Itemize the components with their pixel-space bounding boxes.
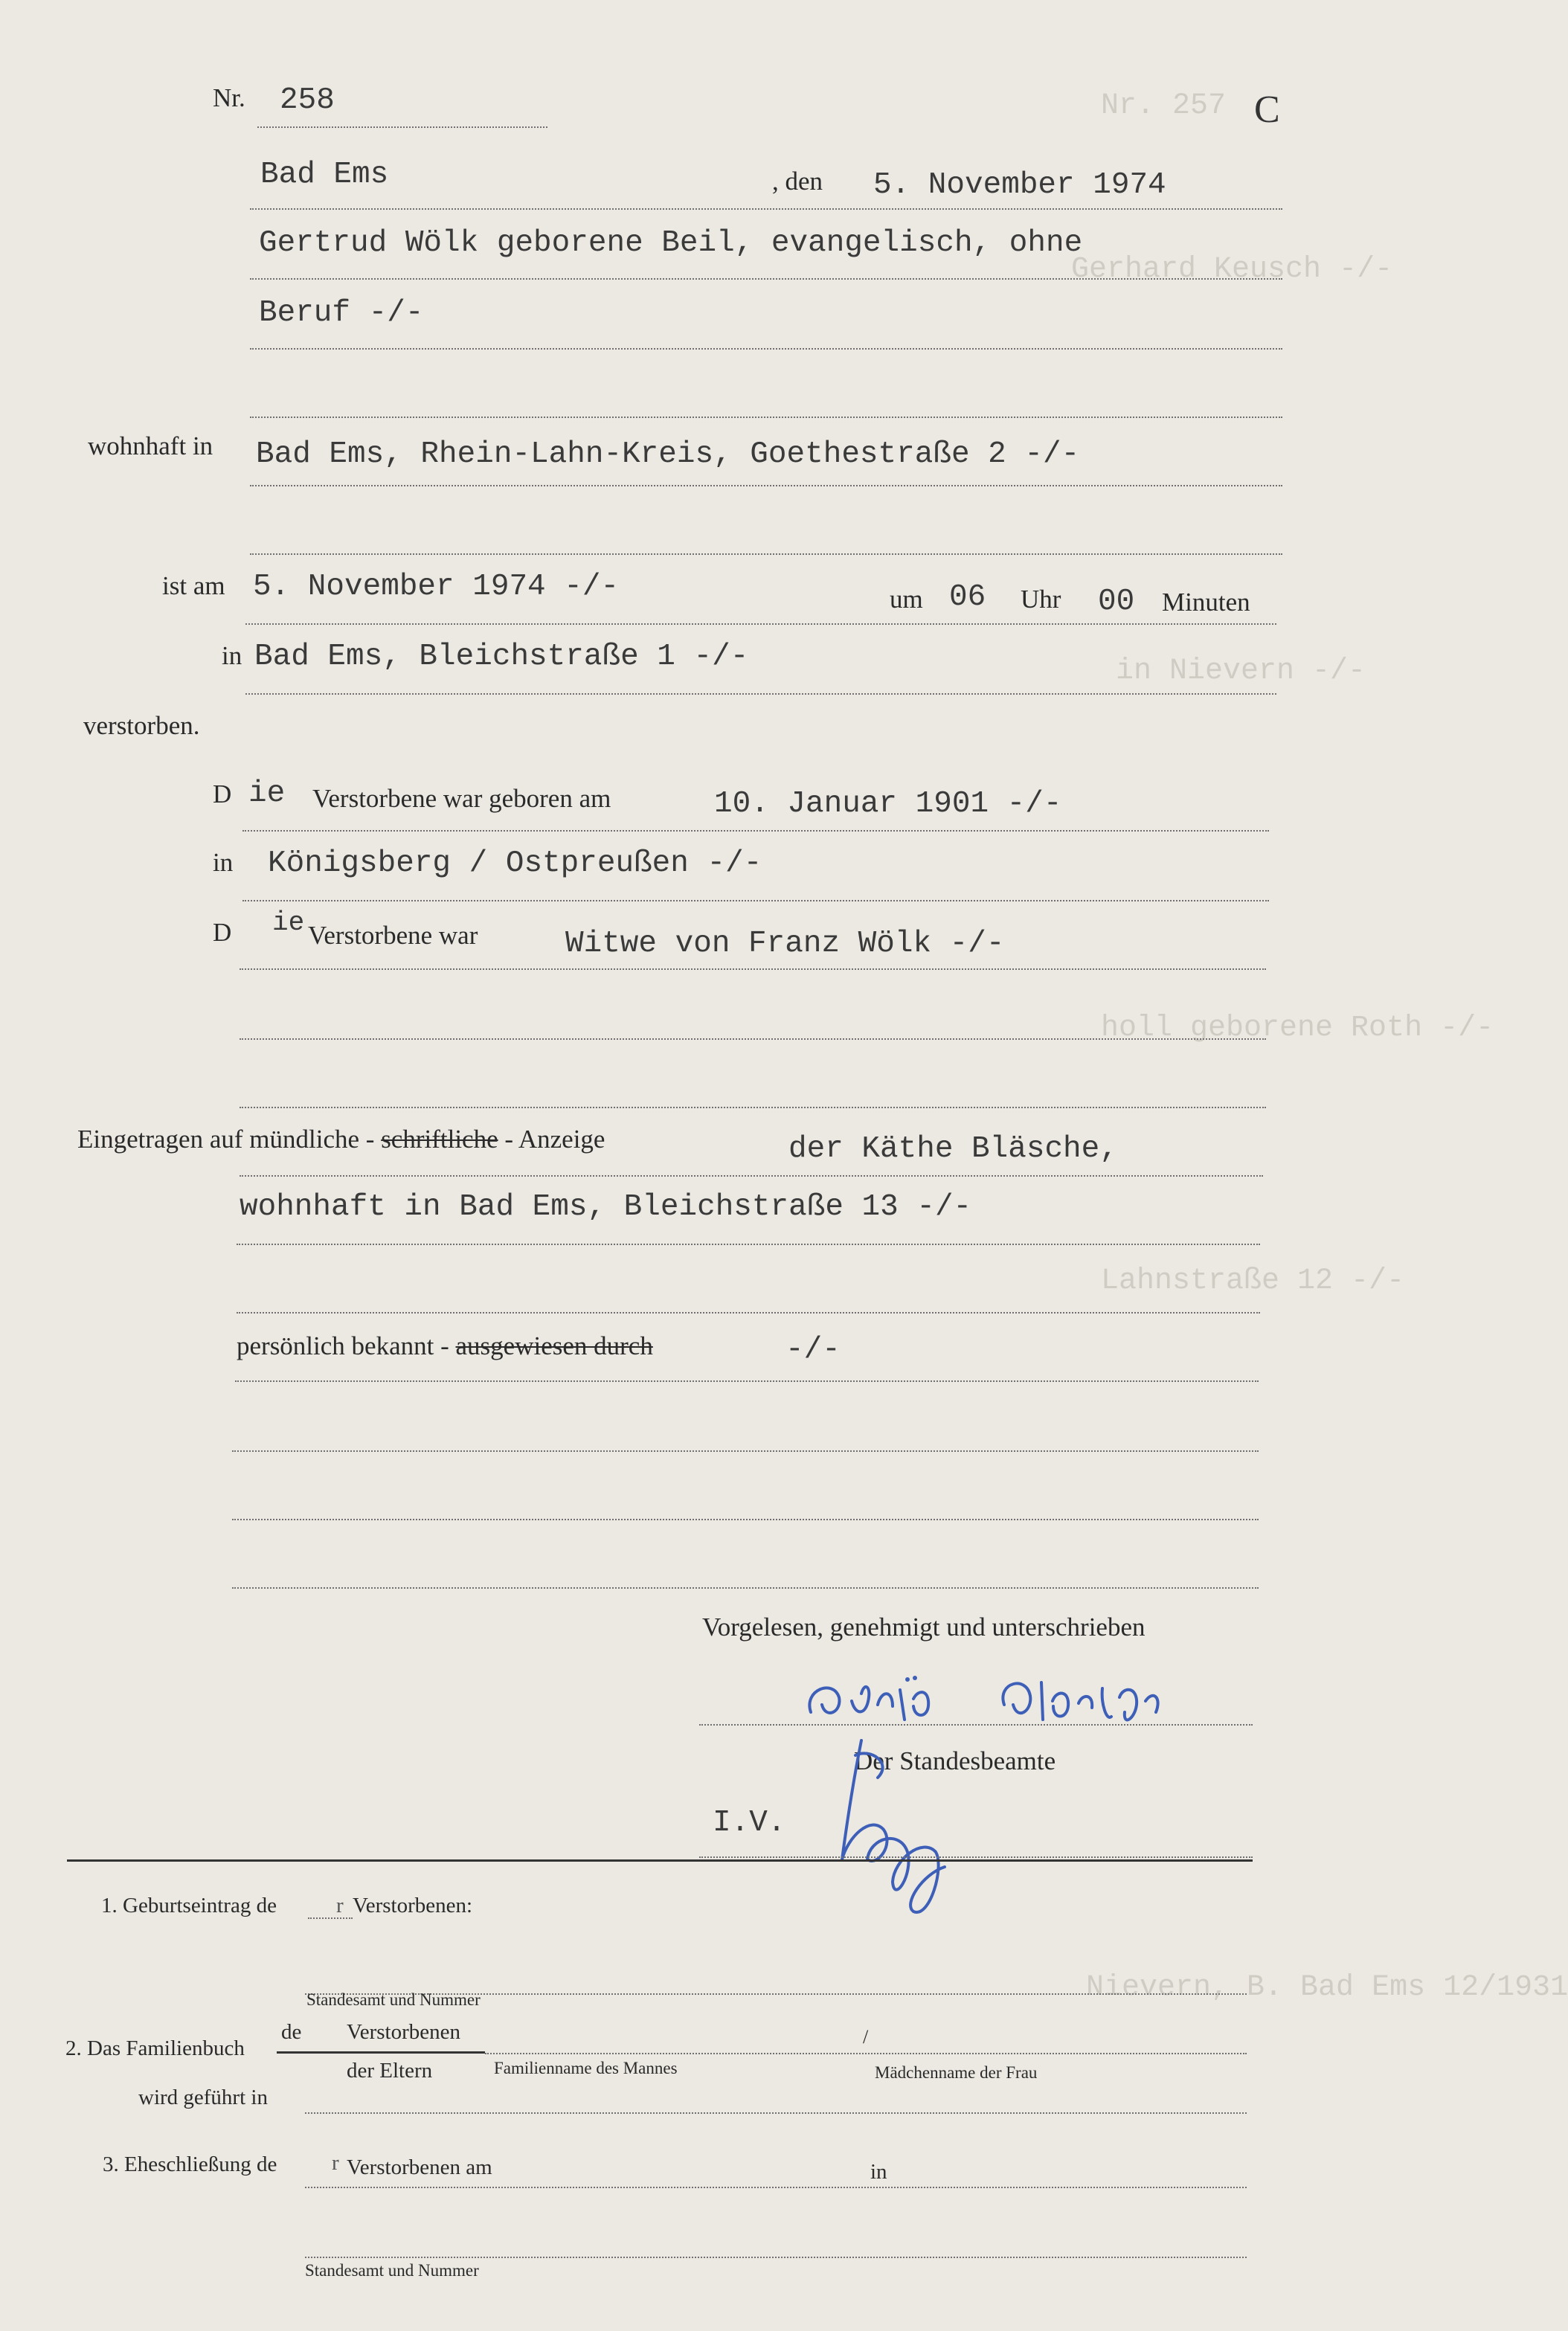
footer-item-2-opt2: der Eltern	[347, 2059, 433, 2083]
footer-item-1-fill: r	[336, 1894, 344, 1917]
footer-item-2-where-rule	[305, 2112, 1247, 2114]
birth-d-letter: D	[213, 779, 232, 808]
blank-rule-2	[232, 1519, 1259, 1520]
date-prefix: , den	[772, 167, 823, 196]
person-line-1-rule	[250, 278, 1282, 280]
footer-item-1-label: 1. Geburtseintrag de	[101, 1894, 277, 1917]
section-separator	[67, 1859, 1253, 1862]
status-rule-3	[240, 1107, 1266, 1108]
informant-signature-rule	[699, 1724, 1253, 1726]
residence-rule-2	[250, 553, 1282, 555]
header-date: 5. November 1974	[873, 168, 1166, 202]
birth-ie-suffix: ie	[248, 777, 286, 811]
person-line-2-rule	[250, 348, 1282, 350]
death-hour: 06	[949, 580, 986, 614]
residence-rule	[250, 485, 1282, 486]
footer-item-2-where: wird geführt in	[138, 2086, 268, 2109]
footer-item-3-in: in	[870, 2160, 887, 2184]
nr-label: Nr.	[213, 83, 245, 112]
death-date-value: 5. November 1974 -/-	[253, 570, 620, 604]
status-d-letter: D	[213, 918, 232, 947]
read-approved-text: Vorgelesen, genehmigt und unterschrieben	[702, 1613, 1146, 1642]
verstorben-text: verstorben.	[83, 711, 200, 740]
birth-date-rule	[242, 830, 1269, 832]
corner-letter: C	[1254, 89, 1280, 131]
death-date-rule	[245, 623, 1276, 625]
residence-value: Bad Ems, Rhein-Lahn-Kreis, Goethestraße 2 -/-	[256, 437, 1080, 472]
status-ie-suffix: ie	[272, 907, 305, 938]
death-place-rule	[245, 693, 1276, 695]
footer-item-3-suffix: Verstorbenen am	[347, 2155, 492, 2179]
identity-value: -/-	[785, 1333, 841, 1367]
registration-label-end: - Anzeige	[498, 1125, 605, 1154]
person-line-2: Beruf -/-	[259, 296, 424, 330]
header-line	[250, 208, 1282, 210]
identity-label-start: persönlich bekannt -	[237, 1331, 456, 1360]
footer-item-3-fill: r	[332, 2151, 339, 2175]
status-rule-2	[240, 1038, 1266, 1040]
footer-item-2-caption-right: Mädchenname der Frau	[875, 2063, 1038, 2082]
birth-date: 10. Januar 1901 -/-	[714, 787, 1062, 821]
footer-item-2-opt1: Verstorbenen	[347, 2020, 461, 2044]
registrar-label: Der Standesbeamte	[854, 1746, 1056, 1775]
birth-place-rule	[242, 900, 1269, 901]
footer-item-1-caption: Standesamt und Nummer	[306, 1990, 481, 2009]
registration-address-rule	[237, 1244, 1260, 1245]
footer-item-2-slash: /	[863, 2026, 869, 2048]
death-um-label: um	[890, 585, 923, 614]
person-line-3-rule	[250, 417, 1282, 418]
footer-item-2-rule	[485, 2053, 1247, 2054]
status-rule	[240, 968, 1266, 970]
registration-label	[77, 1125, 605, 1154]
header-place: Bad Ems	[260, 158, 389, 192]
footer-item-2-de: de	[281, 2020, 302, 2044]
residence-label: wohnhaft in	[88, 431, 213, 460]
death-minutes: 00	[1098, 585, 1135, 619]
registrar-rule	[699, 1856, 1253, 1858]
footer-item-3-caption: Standesamt und Nummer	[305, 2261, 479, 2280]
status-value: Witwe von Franz Wölk -/-	[565, 927, 1005, 961]
registration-strike-word: schriftliche	[381, 1125, 498, 1154]
birth-place: Königsberg / Ostpreußen -/-	[268, 846, 762, 881]
registration-rule-3	[237, 1312, 1260, 1314]
registration-label-start: Eingetragen auf mündliche -	[77, 1125, 382, 1154]
registration-rule	[240, 1175, 1263, 1177]
death-place-value: Bad Ems, Bleichstraße 1 -/-	[254, 640, 749, 674]
footer-item-1-suffix: Verstorbenen:	[353, 1894, 473, 1917]
footer-item-2-label: 2. Das Familienbuch	[65, 2036, 245, 2060]
footer-item-3-label: 3. Eheschließung de	[103, 2152, 277, 2176]
identity-label	[237, 1331, 653, 1361]
iv-label: I.V.	[713, 1806, 786, 1840]
death-minuten-label: Minuten	[1162, 588, 1250, 617]
birth-in-label: in	[213, 848, 234, 877]
death-date-label: ist am	[162, 571, 225, 600]
footer-item-2-bracket	[277, 2051, 485, 2054]
death-uhr-label: Uhr	[1021, 585, 1061, 614]
blank-rule-1	[232, 1450, 1259, 1452]
footer-item-1-fill-rule	[308, 1917, 353, 1919]
death-place-label: in	[222, 641, 242, 670]
status-label: Verstorbene war	[308, 921, 478, 950]
person-line-1: Gertrud Wölk geborene Beil, evangelisch, ohne	[259, 226, 1083, 260]
nr-line	[257, 126, 547, 128]
identity-strike: ausgewiesen durch	[455, 1331, 653, 1360]
nr-value: 258	[280, 83, 335, 118]
birth-label: Verstorbene war geboren am	[312, 784, 611, 813]
identity-rule	[235, 1380, 1259, 1382]
registration-informant-address: wohnhaft in Bad Ems, Bleichstraße 13 -/-	[240, 1190, 972, 1224]
blank-rule-3	[232, 1587, 1259, 1589]
registrar-signature	[826, 1726, 967, 1926]
footer-item-3-rule-2	[305, 2257, 1247, 2258]
footer-item-2-caption-left: Familienname des Mannes	[494, 2059, 678, 2077]
footer-item-3-rule	[305, 2187, 1247, 2188]
registration-informant: der Käthe Bläsche,	[788, 1132, 1118, 1166]
